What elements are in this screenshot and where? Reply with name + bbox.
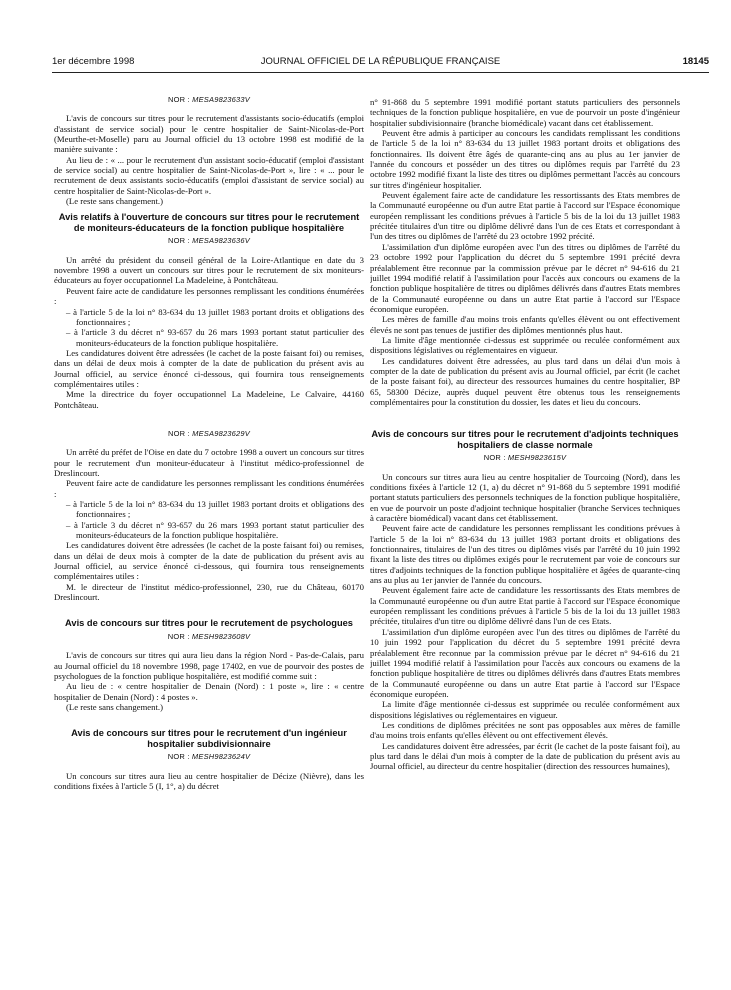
- paragraph: L'assimilation d'un diplôme européen avec l'un des titres ou diplômes de l'arrêté du 10 juin 1992 pour l'application du décret du 5 septembre 1991 précité devra préalablement être reconnue par la commission prévue par le décret n° 94-616 du 21 juillet 1994 modifié relatif à l'assimilation pour l'accès aux concours ou examens de la fonction publique hospitalière de titres ou diplômes délivrés dans d'autres Etats membres de la Communauté européenne ou dans un autre Etat partie à l'accord sur l'Espace économique européen.: [370, 626, 680, 699]
- section-title: Avis de concours sur titres pour le recrutement de psychologues: [65, 618, 353, 629]
- list-item: – à l'article 5 de la loi n° 83-634 du 13 juillet 1983 portant droits et obligations des fonctionnaires ;: [66, 306, 364, 327]
- paragraph: Les candidatures doivent être adressées (le cachet de la poste faisant foi) ou remises, dans un délai de deux mois à compter de la date de publication du présent avis au Journal officiel, au service énoncé ci-dessous, qui fournira tous renseignements complémentaires utiles :: [54, 540, 364, 582]
- paragraph: M. le directeur de l'institut médico-professionnel, 230, rue du Château, 60170 Dreslincourt.: [54, 581, 364, 603]
- nor-reference: NOR : MESH9823608V: [167, 631, 251, 641]
- paragraph: Un arrêté du président du conseil général de la Loire-Atlantique en date du 3 novembre 1998 a ouvert un concours sur titres pour le recrutement de six moniteurs-éducateurs au foyer occupationnel La Madeleine, à Pontchâteau.: [54, 254, 364, 286]
- paragraph: Peuvent également faire acte de candidature les ressortissants des Etats membres de la Communauté européenne ou d'un autre Etat partie à l'accord sur l'Espace économique européen remplissant les conditions prévues à l'article 5 bis de la loi du 13 juillet 1983 précitée, titulaires d'un titre ou diplôme délivré dans l'un de ces Etats.: [370, 585, 680, 627]
- paragraph: Les candidatures doivent être adressées, par écrit (le cachet de la poste faisant foi), au plus tard dans le délai d'un mois à compter de la date de publication du présent avis au Journal officiel, au directeur du centre hospitalier (direction des ressources humaines),: [370, 740, 680, 772]
- right-column: [370, 97, 680, 987]
- nor-code: MESA9823636V: [192, 236, 250, 246]
- nor-code: MESA9823629V: [192, 428, 250, 438]
- list-item: – à l'article 3 du décret n° 93-657 du 26 mars 1993 portant statut particulier des moniteurs-éducateurs de la fonction publique hospitalière.: [66, 327, 364, 348]
- section-title: Avis relatifs à l'ouverture de concours sur titres pour le recrutement de moniteurs-éducateurs de la fonction publique hospitalière: [58, 212, 360, 233]
- nor-code: MESH9823615V: [507, 453, 567, 463]
- paragraph: La limite d'âge mentionnée ci-dessus est supprimée ou reculée conformément aux dispositions législatives ou réglementaires en vigueur.: [370, 699, 680, 720]
- paragraph: Au lieu de : « centre hospitalier de Denain (Nord) : 1 poste », lire : « centre hospitalier de Denain (Nord) : 4 postes ».: [54, 681, 364, 702]
- paragraph: Les conditions de diplômes précitées ne sont pas opposables aux mères de famille d'au moins trois enfants qu'elles élèvent ou ont effectivement élevés.: [370, 719, 680, 741]
- paragraph: Peuvent faire acte de candidature les personnes remplissant les conditions énumérées :: [54, 478, 364, 499]
- header-rule: [52, 72, 709, 73]
- paragraph: Peuvent être admis à participer au concours les candidats remplissant les conditions de l'article 5 de la loi n° 83-634 du 13 juillet 1983 portant droits et obligations des fonctionnaires. Ils doivent être âgés de quarante-cinq ans au plus au 1er janvier de l'année du concours et posséder un des titres ou diplômes requis par l'arrêté du 23 octobre 1992 modifié fixant la liste des titres ou diplômes permettant l'accès au concours sur titres d'ingénieur hospitalier.: [370, 128, 680, 190]
- journal-title: JOURNAL OFFICIEL DE LA RÉPUBLIQUE FRANÇAISE: [260, 56, 501, 67]
- paragraph: Peuvent faire acte de candidature les personnes remplissant les conditions prévues à l'article 5 de la loi n° 83-634 du 13 juillet 1983 portant droits et obligations des fonctionnaires, titulaires de l'un des titres ou diplômes visés par l'arrêté du 10 juin 1992 fixant la liste des titres ou diplômes exigés pour le recrutement par voie de concours sur titres d'adjoints techniques de la fonction publique hospitalière et âgées de quarante-cinq ans au plus au 1er janvier de l'année du concours.: [370, 523, 680, 586]
- paragraph: Un concours sur titres aura lieu au centre hospitalier de Décize (Nièvre), dans les conditions fixées à l'article 5 (I, 1°, a) du décret: [54, 770, 364, 792]
- paragraph: Un concours sur titres aura lieu au centre hospitalier de Tourcoing (Nord), dans les conditions fixées à l'article 12 (1, a) du décret n° 91-868 du 5 septembre 1991 modifié portant statuts particuliers des personnels techniques de la fonction publique hospitalière, en vue de pourvoir un poste d'adjoint technique hospitalier (branche Services techniques à caractère biomédical) vacant dans cet établissement.: [370, 471, 680, 524]
- left-column: [54, 92, 364, 982]
- list-item: – à l'article 5 de la loi n° 83-634 du 13 juillet 1983 portant droits et obligations des fonctionnaires ;: [66, 499, 364, 520]
- paragraph: n° 91-868 du 5 septembre 1991 modifié portant statuts particuliers des personnels techniques de la fonction publique hospitalière, en vue de pourvoir un poste d'ingénieur hospitalier subdivisionnaire (branche biomédicale) vacant dans cet établissement.: [370, 97, 680, 128]
- paragraph: Les candidatures doivent être adressées, au plus tard dans un délai d'un mois à compter de la date de publication du présent avis au Journal officiel, par écrit (le cachet de la poste faisant foi), au directeur des ressources humaines du centre hospitalier, BP 65, 58300 Décize, auprès duquel peuvent être obtenus tous les renseignements complémentaires pour la constitution du dossier, les dates et lieu du concours.: [370, 355, 680, 407]
- nor-reference: NOR : MESH9823624V: [167, 752, 251, 762]
- paragraph: Peuvent faire acte de candidature les personnes remplissant les conditions énumérées :: [54, 285, 364, 307]
- paragraph: (Le reste sans changement.): [66, 196, 163, 207]
- paragraph: Au lieu de : « ... pour le recrutement d'un assistant socio-éducatif (emploi d'assistant de service social) au centre hospitalier de Saint-Nicolas-de-Port », lire : « ... pour le recrutement de deux assistants socio-éducatifs (emploi d'assistant de service social) au centre hospitalier de Saint-Nicolas-de-Port ».: [54, 154, 364, 196]
- paragraph: Un arrêté du préfet de l'Oise en date du 7 octobre 1998 a ouvert un concours sur titres pour le recrutement d'un moniteur-éducateur à l'institut médico-professionnel de Dreslincourt.: [54, 447, 364, 478]
- nor-code: MESH9823624V: [191, 752, 251, 762]
- nor-reference: NOR : MESA9823633V: [168, 95, 250, 104]
- nor-reference: NOR : MESA9823636V: [168, 236, 250, 246]
- paragraph: Les candidatures doivent être adressées (le cachet de la poste faisant foi) ou remises, dans un délai de deux mois à compter de la date de publication du présent avis au Journal officiel, au service énoncé ci-dessous, qui fournira tous renseignements complémentaires utiles :: [54, 347, 364, 389]
- paragraph: L'avis de concours sur titres pour le recrutement d'assistants socio-éducatifs (emploi d'assistant de service social) pour le centre hospitalier de Saint-Nicolas-de-Port (Meurthe-et-Moselle) paru au Journal officiel du 13 octobre 1998 est modifié de la manière suivante :: [54, 113, 364, 155]
- paragraph: La limite d'âge mentionnée ci-dessus est supprimée ou reculée conformément aux dispositions législatives ou réglementaires en vigueur.: [370, 334, 680, 356]
- paragraph: L'assimilation d'un diplôme européen avec l'un des titres ou diplômes de l'arrêté du 23 octobre 1992 pour l'application du décret du 5 septembre 1991 précité devra préalablement être reconnue par la commission prévue par le décret n° 94-616 du 21 juillet 1994 modifié relatif à l'assimilation pour l'accès aux concours ou examens de la fonction publique hospitalière de titres ou diplômes délivrés dans d'autres Etats membres de la Communauté européenne ou dans un autre Etat partie à l'accord sur l'Espace économique européen.: [370, 241, 680, 314]
- section-title: Avis de concours sur titres pour le recrutement d'un ingénieur hospitalier subdivisionnaire: [71, 728, 347, 749]
- nor-code: MESH9823608V: [191, 631, 251, 641]
- section-title: Avis de concours sur titres pour le recrutement d'adjoints techniques hospitaliers de classe normale: [371, 429, 679, 450]
- paragraph: L'avis de concours sur titres qui aura lieu dans la région Nord - Pas-de-Calais, paru au Journal officiel du 18 novembre 1998, page 17402, en vue de pourvoir des postes de psychologues de la fonction publique hospitalière, est modifié comme suit :: [54, 650, 364, 681]
- paragraph: Mme la directrice du foyer occupationnel La Madeleine, Le Calvaire, 44160 Pontchâteau.: [54, 389, 364, 410]
- paragraph: Les mères de famille d'au moins trois enfants qu'elles élèvent ou ont effectivement élevés ne sont pas tenues de justifier des diplômes mentionnés plus haut.: [370, 314, 680, 335]
- nor-code: MESA9823633V: [192, 95, 250, 104]
- page-header: [52, 56, 709, 70]
- paragraph: Peuvent également faire acte de candidature les ressortissants des Etats membres de la Communauté européenne ou d'un autre Etat partie à l'accord sur l'Espace économique européen remplissant les conditions prévues à l'article 5 bis de la loi du 13 juillet 1983 précitée titulaires d'un titre ou diplôme délivré dans l'un de ces Etats et correspondant à l'un des titres ou diplômes de l'arrêté du 23 octobre 1992 précité.: [370, 190, 680, 242]
- nor-reference: NOR : MESH9823615V: [483, 453, 567, 463]
- issue-date: 1er décembre 1998: [52, 56, 135, 67]
- page-number: 18145: [682, 56, 709, 67]
- list-item: – à l'article 3 du décret n° 93-657 du 26 mars 1993 portant statut particulier des moniteurs-éducateurs de la fonction publique hospitalière.: [66, 519, 364, 541]
- paragraph: (Le reste sans changement.): [66, 702, 163, 712]
- nor-reference: NOR : MESA9823629V: [168, 428, 250, 438]
